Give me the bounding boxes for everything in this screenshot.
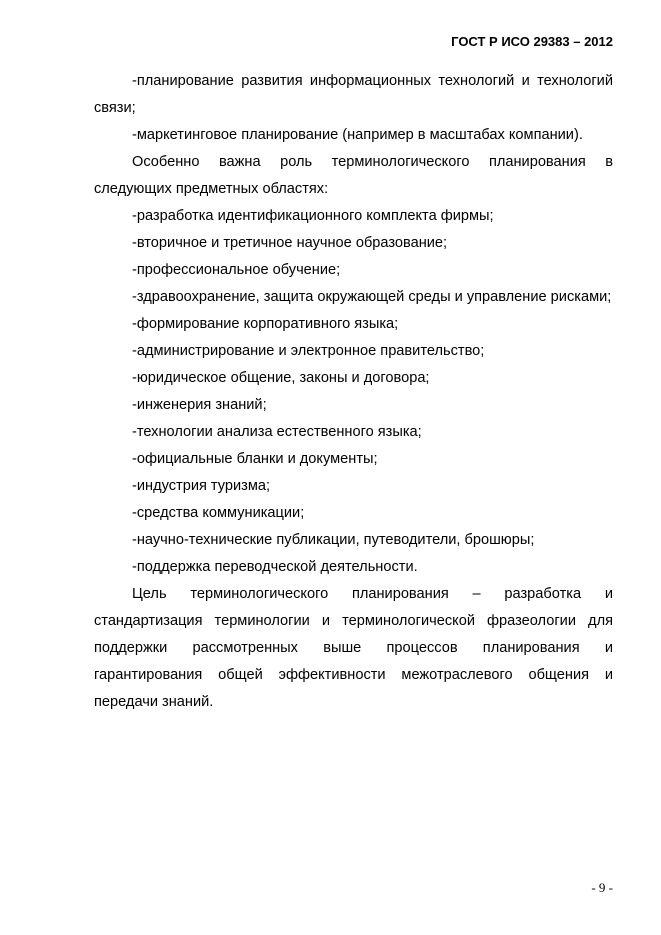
list-item-legal-communication: -юридическое общение, законы и договора; — [132, 370, 430, 386]
list-item-e-government: -администрирование и электронное правительство; — [132, 343, 485, 359]
list-item-translation-support: -поддержка переводческой деятельности. — [132, 559, 418, 575]
list-item-official-forms: -официальные бланки и документы; — [132, 451, 378, 467]
list-item-natural-language-analysis: -технологии анализа естественного языка; — [132, 424, 422, 440]
paragraph-planning-goal: Цель терминологического планирования – разработка и стандартизация терминологии и терминологической фразеологии для поддержки рассмотренных выше процессов планирования и гарантирования общей эффективности межотраслевого общения и передачи знаний. — [94, 586, 613, 710]
list-item-higher-education: -вторичное и третичное научное образование; — [132, 235, 448, 251]
paragraph-terminology-planning-role: Особенно важна роль терминологического планирования в следующих предметных областях: — [94, 154, 613, 197]
list-item-corporate-identity: -разработка идентификационного комплекта фирмы; — [132, 208, 494, 224]
document-body — [94, 68, 613, 716]
list-item-professional-training: -профессиональное обучение; — [132, 262, 341, 278]
list-item-scientific-publications: -научно-технические публикации, путеводители, брошюры; — [132, 532, 535, 548]
document-header: ГОСТ Р ИСО 29383 – 2012 — [451, 34, 613, 49]
list-item-corporate-language: -формирование корпоративного языка; — [132, 316, 399, 332]
paragraph-it-planning: -планирование развития информационных технологий и технологий связи; — [94, 73, 613, 116]
list-item-communication-tools: -средства коммуникации; — [132, 505, 305, 521]
paragraph-marketing-planning: -маркетинговое планирование (например в масштабах компании). — [132, 127, 583, 143]
page-number: - 9 - — [591, 880, 613, 895]
list-item-tourism-industry: -индустрия туризма; — [132, 478, 271, 494]
list-item-knowledge-engineering: -инженерия знаний; — [132, 397, 267, 413]
list-item-healthcare-environment-risk: -здравоохранение, защита окружающей среды и управление рисками; — [132, 289, 612, 305]
